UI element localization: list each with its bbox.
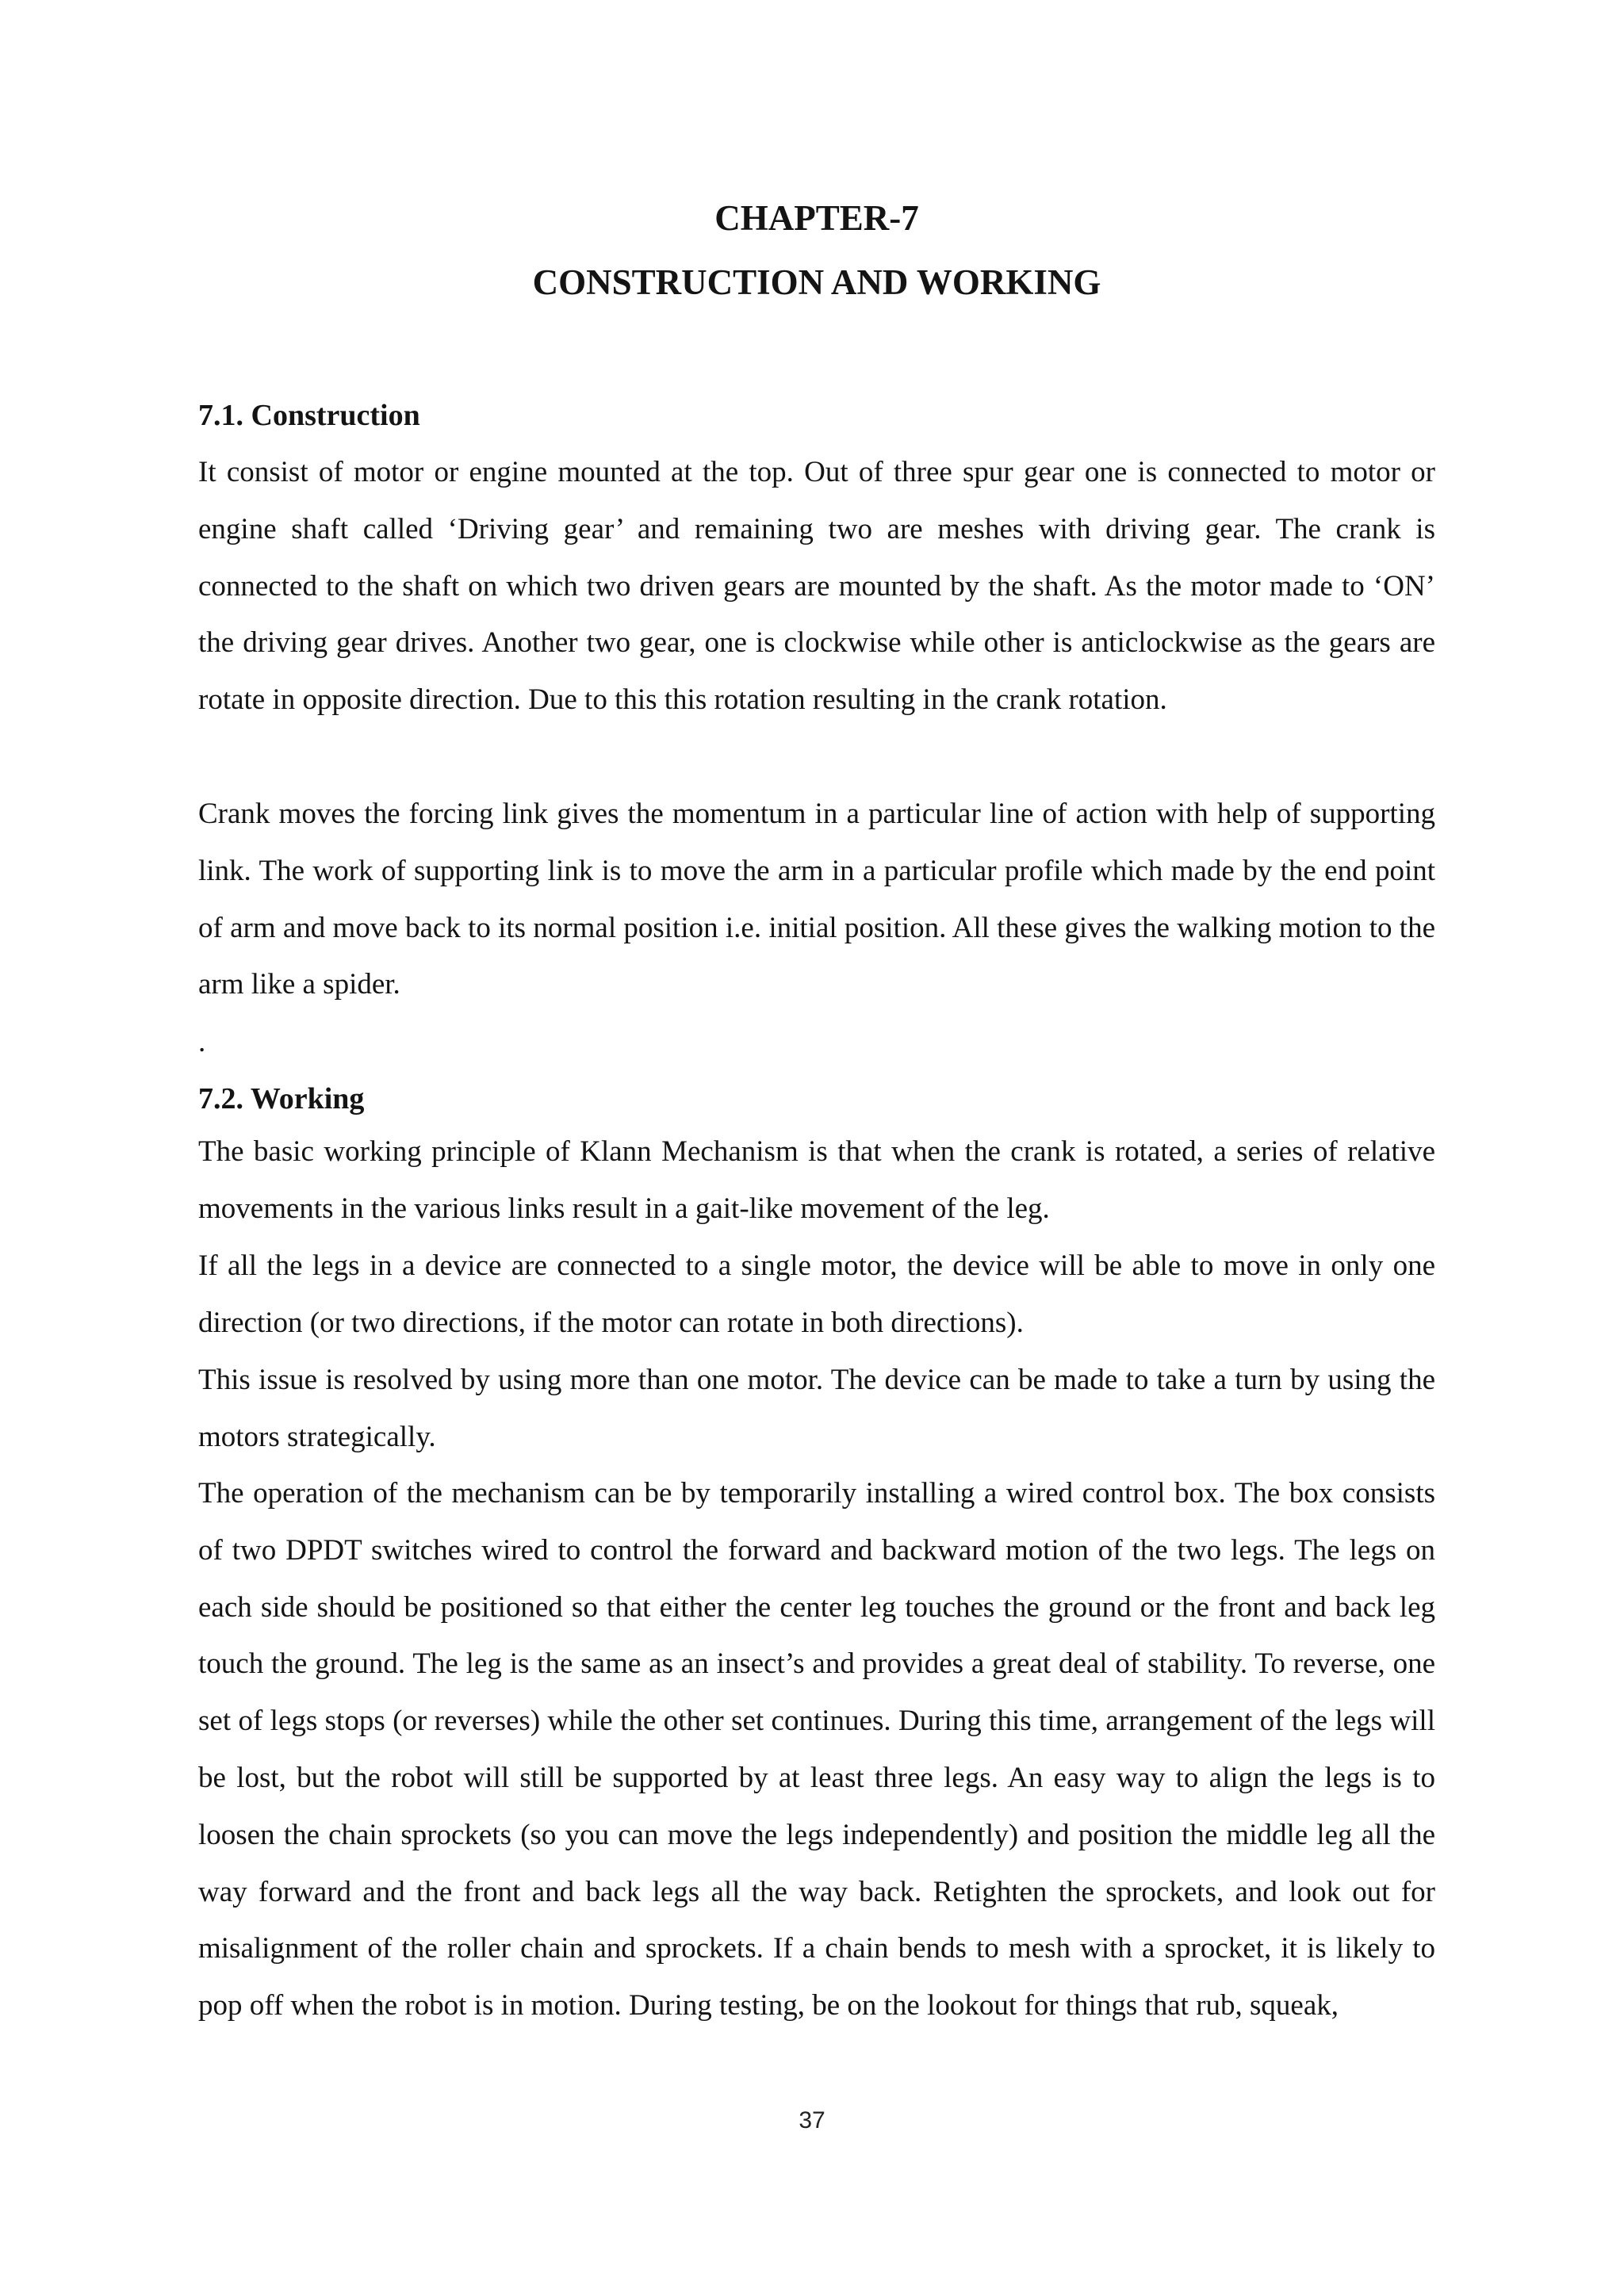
section-heading-working: 7.2. Working bbox=[198, 1082, 365, 1115]
stray-dot-mark: . bbox=[198, 1026, 206, 1058]
working-paragraph-3: This issue is resolved by using more than one motor. The device can be made to take a turn by using the motors strategically. bbox=[198, 1364, 1435, 1453]
working-paragraph-1: The basic working principle of Klann Mechanism is that when the crank is rotated, a series of relative movements in the various links result in a gait-like movement of the leg. bbox=[198, 1135, 1435, 1225]
section-heading-construction: 7.1. Construction bbox=[198, 399, 420, 432]
chapter-number: CHAPTER-7 bbox=[714, 198, 919, 238]
page-number: 37 bbox=[799, 2107, 825, 2133]
working-paragraph-2: If all the legs in a device are connected to a single motor, the device will be able to move in only one direction (or two directions, if the motor can rotate in both directions). bbox=[198, 1249, 1435, 1339]
construction-paragraph-2: Crank moves the forcing link gives the momentum in a particular line of action with help of supporting link. The work of supporting link is to move the arm in a particular profile which made by the end point of arm and move back to its normal position i.e. initial position. All these gives the walking motion to the arm like a spider. bbox=[198, 798, 1435, 1001]
chapter-title: CONSTRUCTION AND WORKING bbox=[532, 262, 1101, 302]
construction-paragraph-1: It consist of motor or engine mounted at the top. Out of three spur gear one is connected to motor or engine shaft called ‘Driving gear’ and remaining two are meshes with driving gear. The crank is connected to the shaft on which two driven gears are mounted by the shaft. As the motor made to ‘ON’ the driving gear drives. Another two gear, one is clockwise while other is anticlockwise as the gears are rotate in opposite direction. Due to this this rotation resulting in the crank rotation. bbox=[198, 456, 1435, 717]
working-paragraph-4: The operation of the mechanism can be by temporarily installing a wired control box. The box consists of two DPDT switches wired to control the forward and backward motion of the two legs. The legs on each side should be positioned so that either the center leg touches the ground or the front and back leg touch the ground. The leg is the same as an insect’s and provides a great deal of stability. To reverse, one set of legs stops (or reverses) while the other set continues. During this time, arrangement of the legs will be lost, but the robot will still be supported by at least three legs. An easy way to align the legs is to loosen the chain sprockets (so you can move the legs independently) and position the middle leg all the way forward and the front and back legs all the way back. Retighten the sprockets, and look out for misalignment of the roller chain and sprockets. If a chain bends to mesh with a sprocket, it is likely to pop off when the robot is in motion. During testing, be on the lookout for things that rub, squeak, bbox=[198, 1477, 1435, 2022]
